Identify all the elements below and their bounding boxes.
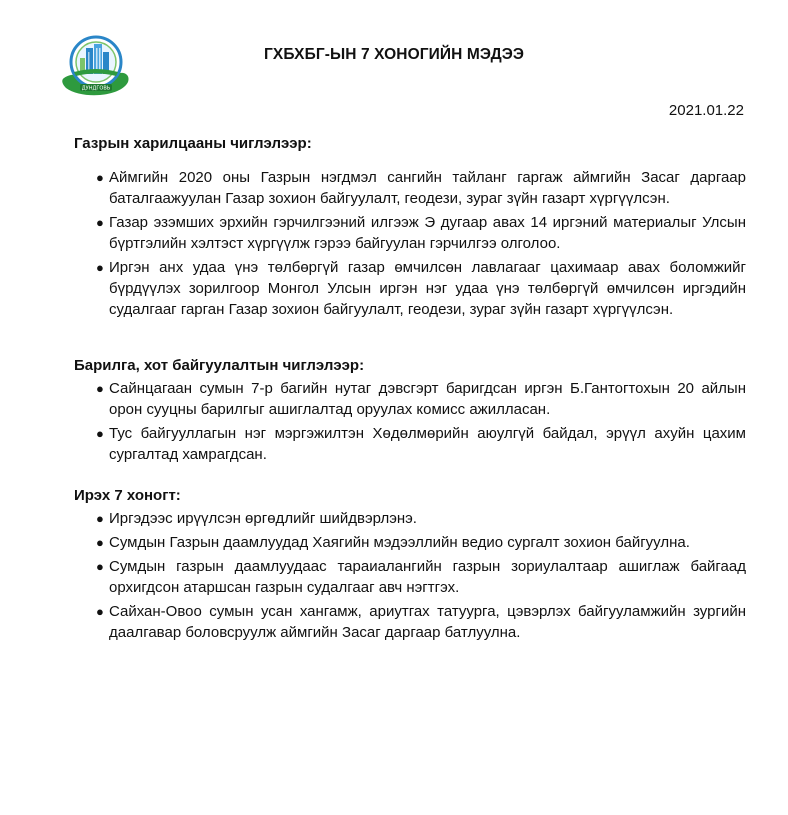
list-item xyxy=(74,423,746,465)
list-item xyxy=(74,167,746,209)
list-item-text: Газар эзэмших эрхийн гэрчилгээний илгээж Э дугаар авах 14 иргэний материалыг Улсын бүртгэлийн хэлтэст хүргүүлж гэрээ байгуулан гэрчилгээ олголоо. xyxy=(109,214,746,252)
list-item xyxy=(74,378,746,420)
list-item-text: Тус байгууллагын нэг мэргэжилтэн Хөдөлмөрийн аюулгүй байдал, эрүүл ахуйн цахим сургалтад хамрагдсан. xyxy=(109,425,746,463)
list-item-text: Сайнцагаан сумын 7-р багийн нутаг дэвсгэрт баригдсан иргэн Б.Гантогтохын 20 айлын орон сууцны барилгыг ашиглалтад оруулах комисс ажилласан. xyxy=(109,380,746,418)
organization-logo xyxy=(58,32,134,100)
section-land-relations xyxy=(74,134,746,323)
bullet-icon: ● xyxy=(96,260,104,275)
section-next-week xyxy=(74,486,746,646)
list-item-text: Сумдын газрын даамлуудаас тараиалангийн газрын зориулалтаар ашиглаж байгаад орхигдсон атаршсан газрын судалгааг авч нэгтгэх. xyxy=(109,558,746,596)
bullet-icon: ● xyxy=(96,511,104,526)
bullet-icon: ● xyxy=(96,426,104,441)
page-title: ГХБХБГ-ЫН 7 ХОНОГИЙН МЭДЭЭ xyxy=(264,46,524,63)
list-item-text: Сумдын Газрын даамлуудад Хаягийн мэдээллийн ведио сургалт зохион байгуулна. xyxy=(109,534,690,551)
section-construction xyxy=(74,356,746,468)
bullet-icon: ● xyxy=(96,559,104,574)
report-date: 2021.01.22 xyxy=(668,102,744,119)
list-item xyxy=(74,212,746,254)
list-item xyxy=(74,257,746,320)
bullet-icon: ● xyxy=(96,215,104,230)
list-item xyxy=(74,556,746,598)
list-item xyxy=(74,508,746,529)
list-item-text: Аймгийн 2020 оны Газрын нэгдмэл сангийн тайланг гаргаж аймгийн Засаг даргаар баталгаажуулан Газар зохион байгуулалт, геодези, зураг зүйн газарт хүргүүлсэн. xyxy=(109,169,746,207)
list-item-text: Иргэдээс ирүүлсэн өргөдлийг шийдвэрлэнэ. xyxy=(109,510,417,527)
bullet-list xyxy=(74,508,746,643)
bullet-icon: ● xyxy=(96,604,104,619)
list-item xyxy=(74,601,746,643)
section-heading: Барилга, хот байгуулалтын чиглэлээр: xyxy=(74,357,365,374)
list-item-text: Иргэн анх удаа үнэ төлбөргүй газар өмчилсөн лавлагааг цахимаар авах боломжийг бүрдүүлэх зорилгоор Монгол Улсын иргэн нэг удаа үнэ төлбөргүй өмчилсөн иргэдийн судалгааг гарган Газар зохион байгуулалт, геодези, зураг зүйн газарт хүргүүлсэн. xyxy=(109,259,746,318)
bullet-list xyxy=(74,167,746,320)
list-item-text: Сайхан-Овоо сумын усан хангамж, ариутгах татуурга, цэвэрлэх байгууламжийн зургийн даалгавар боловсруулж аймгийн Засаг даргаар батлуулна. xyxy=(109,603,746,641)
logo-caption: ДУНДГОВЬ xyxy=(81,85,111,92)
bullet-list xyxy=(74,378,746,465)
section-heading: Ирэх 7 хоногт: xyxy=(74,487,181,504)
bullet-icon: ● xyxy=(96,170,104,185)
bullet-icon: ● xyxy=(96,381,104,396)
bullet-icon: ● xyxy=(96,535,104,550)
section-heading: Газрын харилцааны чиглэлээр: xyxy=(74,135,312,152)
list-item xyxy=(74,532,746,553)
